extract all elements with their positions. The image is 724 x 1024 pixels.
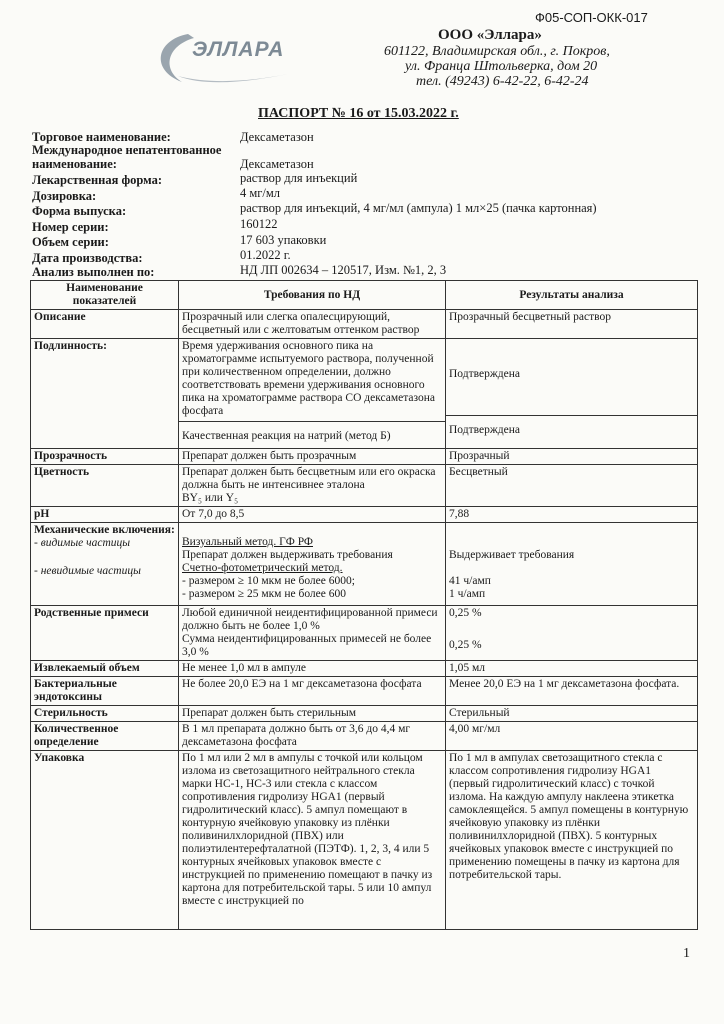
page-number: 1 — [683, 946, 690, 961]
requirement-sodium: Качественная реакция на натрий (метод Б) — [179, 421, 445, 447]
row-requirement: От 7,0 до 8,5 — [179, 507, 446, 523]
table-row — [31, 751, 698, 930]
company-logo — [148, 30, 298, 88]
row-requirement — [179, 523, 446, 606]
requirement-10um: - размером ≥ 10 мкм не более 6000; — [182, 575, 355, 587]
company-name: ООО «Эллара» — [438, 27, 542, 43]
field-label-production-date: Дата производства: — [32, 251, 143, 265]
row-result — [446, 606, 698, 661]
row-name: Бактериальные эндотоксины — [31, 677, 179, 706]
method-visual: Визуальный метод. ГФ РФ — [182, 536, 313, 548]
result-total-impurity: 0,25 % — [449, 639, 482, 651]
field-value-dosage: 4 мг/мл — [240, 186, 281, 200]
row-requirement — [179, 339, 446, 449]
row-result: Прозрачный бесцветный раствор — [446, 310, 698, 339]
row-name: Подлинность: — [31, 339, 179, 449]
table-row — [31, 523, 698, 606]
table-row — [31, 677, 698, 706]
table-row — [31, 722, 698, 751]
header-results: Результаты анализа — [446, 281, 698, 310]
table-row — [31, 310, 698, 339]
requirement-hplc: Время удерживания основного пика на хроматограмме испытуемого раствора, полученной при количественном определении, должно соответствовать времени удерживания основного пика на хроматограмме раствора СО дексаметазона фосфата — [182, 340, 436, 417]
row-requirement: Препарат должен быть стерильным — [179, 706, 446, 722]
requirement-visual: Препарат должен выдерживать требования — [182, 549, 393, 561]
table-row — [31, 507, 698, 523]
requirement-total-impurity: Сумма неидентифицированных примесей не более 3,0 % — [182, 633, 432, 658]
analysis-table — [30, 280, 698, 930]
document-code: Ф05-СОП-ОКК-017 — [535, 10, 648, 25]
passport-title: ПАСПОРТ № 16 от 15.03.2022 г. — [258, 106, 459, 121]
row-requirement — [179, 465, 446, 507]
result-single-impurity: 0,25 % — [449, 607, 482, 619]
table-header-row — [31, 281, 698, 310]
company-address-line2: ул. Франца Штольверка, дом 20 — [405, 59, 598, 74]
result-hplc: Подтверждена — [449, 368, 520, 380]
row-requirement: Прозрачный или слегка опалесцирующий, бесцветный или с желтоватым оттенком раствор — [179, 310, 446, 339]
field-label-analysis-by: Анализ выполнен по: — [32, 265, 155, 279]
mech-invisible-label: - невидимые частицы — [34, 565, 141, 577]
field-value-inn: Дексаметазон — [240, 157, 314, 171]
result-25um: 1 ч/амп — [449, 588, 486, 600]
result-10um: 41 ч/амп — [449, 575, 491, 587]
row-result: Стерильный — [446, 706, 698, 722]
result-sodium: Подтверждена — [446, 415, 697, 441]
field-label-dosage-form: Лекарственная форма: — [32, 173, 163, 187]
table-row — [31, 449, 698, 465]
field-value-release-form: раствор для инъекций, 4 мг/мл (ампула) 1 мл×25 (пачка картонная) — [240, 201, 597, 215]
field-value-production-date: 01.2022 г. — [240, 248, 291, 262]
field-label-trade-name: Торговое наименование: — [32, 130, 171, 144]
row-requirement: Препарат должен быть прозрачным — [179, 449, 446, 465]
row-name: Извлекаемый объем — [31, 661, 179, 677]
method-photometric: Счетно-фотометрический метод. — [182, 562, 343, 574]
row-result: 7,88 — [446, 507, 698, 523]
row-result — [446, 523, 698, 606]
row-name: Количественное определение — [31, 722, 179, 751]
table-row — [31, 606, 698, 661]
row-result: 1,05 мл — [446, 661, 698, 677]
result-visual: Выдерживает требования — [449, 549, 575, 561]
logo-text: ЭЛЛАРА — [192, 38, 285, 61]
table-row — [31, 706, 698, 722]
field-value-batch-number: 160122 — [240, 217, 278, 231]
table-row — [31, 661, 698, 677]
field-label-release-form: Форма выпуска: — [32, 204, 127, 218]
row-requirement: Не менее 1,0 мл в ампуле — [179, 661, 446, 677]
header-indicators: Наименование показателей — [31, 281, 179, 310]
field-label-dosage: Дозировка: — [32, 189, 97, 203]
row-name — [31, 523, 179, 606]
row-result: Бесцветный — [446, 465, 698, 507]
row-name: Цветность — [31, 465, 179, 507]
field-label-inn-2: наименование: — [32, 157, 117, 171]
row-result: Менее 20,0 ЕЭ на 1 мг дексаметазона фосфата. — [446, 677, 698, 706]
row-name: Прозрачность — [31, 449, 179, 465]
row-requirement: По 1 мл или 2 мл в ампулы с точкой или кольцом излома из светозащитного нейтрального стекла марки НС-1, НС-3 или стекла с классом сопротивления гидролизу HGA1 (первый гидролитический класс). 5 ампул помещают в контурную ячейковую упаковку из плёнки поливинилхлоридной (ПВХ) или полиэтилентерефталатной (ПЭТФ). 1, 2, 3, 4 или 5 контурных ячейковых упаковок вместе с инструкцией по применению помещают в пачку из картона для потребительской тары. 5 или 10 ампул вместе с инструкцией по — [179, 751, 446, 930]
header-requirements: Требования по НД — [179, 281, 446, 310]
row-result: 4,00 мг/мл — [446, 722, 698, 751]
mech-visible-label: - видимые частицы — [34, 537, 131, 549]
table-row — [31, 465, 698, 507]
field-label-batch-volume: Объем серии: — [32, 235, 109, 249]
row-name: Описание — [31, 310, 179, 339]
field-value-trade-name: Дексаметазон — [240, 130, 314, 144]
requirement-25um: - размером ≥ 25 мкм не более 600 — [182, 588, 346, 600]
company-address-line1: 601122, Владимирская обл., г. Покров, — [384, 44, 610, 59]
field-label-inn-1: Международное непатентованное — [32, 143, 222, 157]
row-result: Прозрачный — [446, 449, 698, 465]
row-result — [446, 339, 698, 449]
row-name: pH — [31, 507, 179, 523]
row-requirement: Не более 20,0 ЕЭ на 1 мг дексаметазона фосфата — [179, 677, 446, 706]
row-requirement: В 1 мл препарата должно быть от 3,6 до 4,4 мг дексаметазона фосфата — [179, 722, 446, 751]
requirement-single-impurity: Любой единичной неидентифицированной примеси должно быть не более 1,0 % — [182, 607, 438, 632]
row-name: Родственные примеси — [31, 606, 179, 661]
row-requirement — [179, 606, 446, 661]
field-value-dosage-form: раствор для инъекций — [240, 171, 358, 185]
table-row — [31, 339, 698, 449]
company-phone: тел. (49243) 6-42-22, 6-42-24 — [416, 74, 589, 89]
row-result: По 1 мл в ампулах светозащитного стекла с классом сопротивления гидролизу HGA1 (первый гидролитический класс) с точкой излома. На каждую ампулу наклеена этикетка самоклеящейся. 5 ампул помещены в контурную ячейковую упаковку из плёнки поливинилхлоридной (ПВХ). 5 контурных ячейковых упаковок вместе с инструкцией по применению помещены в пачку из картона для потребительской тары. — [446, 751, 698, 930]
requirement-color-text: Препарат должен быть бесцветным или его окраска должна быть не интенсивнее эталона — [182, 466, 436, 491]
requirement-color-standard: BY₅ или Y₅ — [182, 492, 239, 504]
mech-title: Механические включения: — [34, 524, 175, 536]
field-value-batch-volume: 17 603 упаковки — [240, 233, 327, 247]
field-value-analysis-by: НД ЛП 002634 – 120517, Изм. №1, 2, 3 — [240, 263, 447, 277]
field-label-batch-number: Номер серии: — [32, 220, 109, 234]
row-name: Упаковка — [31, 751, 179, 930]
row-name: Стерильность — [31, 706, 179, 722]
